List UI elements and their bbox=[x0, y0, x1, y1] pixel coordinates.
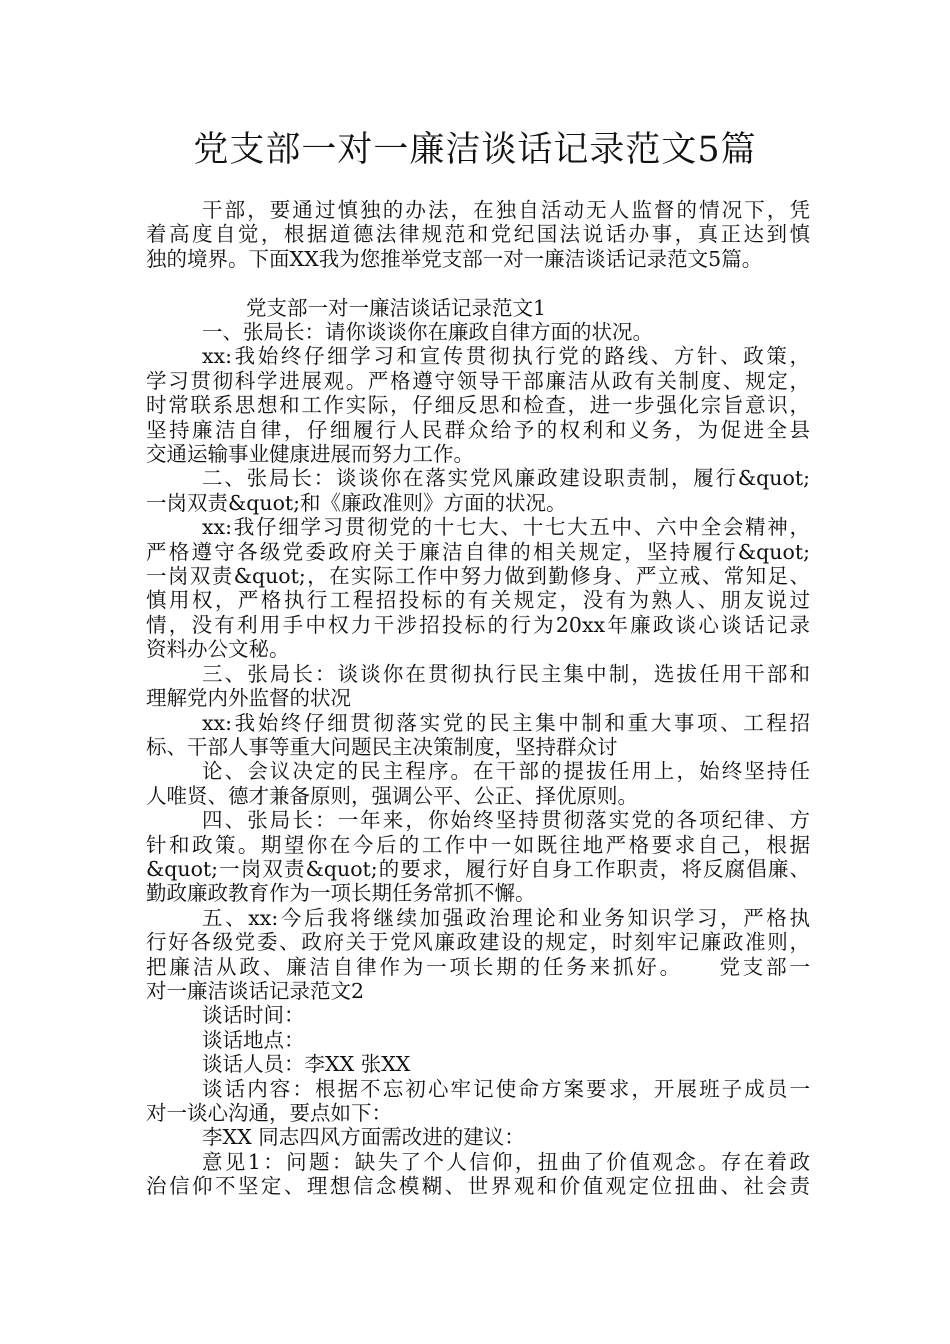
paragraph-line: 一岗双责&quot;，在实际工作中努力做到勤修身、严立戒、常知足、 bbox=[146, 564, 810, 589]
paragraph-line: 针和政策。期望你在今后的工作中一如既往地严格要求自己，根据 bbox=[146, 832, 810, 857]
paragraph-line: xx:我始终仔细贯彻落实党的民主集中制和重大事项、工程招 bbox=[202, 710, 810, 735]
paragraph-line: 二、张局长：谈谈你在落实党风廉政建设职责制，履行&quot; bbox=[202, 466, 810, 491]
paragraph-line: 党支部一对一廉洁谈话记录范文1 bbox=[246, 295, 547, 320]
paragraph-line: 行好各级党委、政府关于党风廉政建设的规定，时刻牢记廉政准则， bbox=[146, 930, 810, 955]
paragraph-line: 独的境界。下面XX我为您推举党支部一对一廉洁谈话记录范文5篇。 bbox=[146, 246, 763, 271]
paragraph-line: 资料办公文秘。 bbox=[146, 637, 290, 662]
paragraph-line: 对一廉洁谈话记录范文2 bbox=[146, 978, 365, 1003]
paragraph-line: 干部，要通过慎独的办法，在独自活动无人监督的情况下，凭 bbox=[202, 198, 810, 222]
paragraph-line: 四、张局长：一年来，你始终坚持贯彻落实党的各项纪律、方 bbox=[202, 808, 810, 833]
paragraph-line: 慎用权，严格执行工程招投标的有关规定，没有为熟人、朋友说过 bbox=[146, 588, 810, 613]
paragraph-line: 治信仰不坚定、理想信念模糊、世界观和价值观定位扭曲、社会责 bbox=[146, 1174, 810, 1199]
paragraph-line: 李XX 同志四风方面需改进的建议： bbox=[202, 1125, 525, 1150]
paragraph-line: 勤政廉政教育作为一项长期任务常抓不懈。 bbox=[146, 881, 536, 906]
document-title: 党支部一对一廉洁谈话记录范文5篇 bbox=[193, 130, 757, 170]
paragraph-line: 五、xx:今后我将继续加强政治理论和业务知识学习，严格执 bbox=[202, 905, 810, 930]
paragraph-line: 一岗双责&quot;和《廉政准则》方面的状况。 bbox=[146, 490, 567, 515]
paragraph-line: 三、张局长：谈谈你在贯彻执行民主集中制，选拔任用干部和 bbox=[202, 661, 810, 686]
paragraph-line: 学习贯彻科学进展观。严格遵守领导干部廉洁从政有关制度、规定， bbox=[146, 368, 810, 393]
paragraph-line: 着高度自觉，根据道德法律规范和党纪国法说话办事，真正达到慎 bbox=[146, 222, 810, 247]
paragraph-line: 标、干部人事等重大问题民主决策制度，坚持群众讨 bbox=[146, 734, 618, 759]
blank-line bbox=[146, 271, 810, 295]
paragraph-line: 对一谈心沟通，要点如下： bbox=[146, 1101, 392, 1126]
paragraph-line: 人唯贤、德才兼备原则，强调公平、公正、择优原则。 bbox=[146, 783, 638, 808]
paragraph-line: 谈话内容：根据不忘初心牢记使命方案要求，开展班子成员一 bbox=[202, 1076, 810, 1101]
paragraph-line: 理解党内外监督的状况 bbox=[146, 686, 351, 711]
paragraph-line: 论、会议决定的民主程序。在干部的提拔任用上，始终坚持任 bbox=[202, 759, 810, 784]
document-body bbox=[146, 198, 810, 1199]
paragraph-line: 谈话地点： bbox=[202, 1027, 305, 1052]
paragraph-line: 把廉洁从政、廉洁自律作为一项长期的任务来抓好。 党支部一 bbox=[146, 954, 810, 979]
paragraph-line: &quot;一岗双责&quot;的要求，履行好自身工作职责，将反腐倡廉、 bbox=[146, 856, 810, 881]
paragraph-line: 时常联系思想和工作实际，仔细反思和检查，进一步强化宗旨意识， bbox=[146, 393, 810, 418]
paragraph-line: 坚持廉洁自律，仔细履行人民群众给予的权利和义务，为促进全县 bbox=[146, 417, 810, 442]
paragraph-line: 谈话时间： bbox=[202, 1003, 305, 1028]
paragraph-line: 意见1：问题：缺失了个人信仰，扭曲了价值观念。存在着政 bbox=[202, 1149, 810, 1174]
paragraph-line: xx:我始终仔细学习和宣传贯彻执行党的路线、方针、政策， bbox=[202, 344, 810, 369]
paragraph-line: 交通运输事业健康进展而努力工作。 bbox=[146, 442, 474, 467]
paragraph-line: 一、张局长：请你谈谈你在廉政自律方面的状况。 bbox=[202, 320, 653, 345]
paragraph-line: 谈话人员：李XX 张XX bbox=[202, 1052, 411, 1077]
paragraph-line: 严格遵守各级党委政府关于廉洁自律的相关规定，坚持履行&quot; bbox=[146, 539, 810, 564]
paragraph-line: 情，没有利用手中权力干涉招投标的行为20xx年廉政谈心谈话记录 bbox=[146, 612, 810, 637]
paragraph-line: xx:我仔细学习贯彻党的十七大、十七大五中、六中全会精神， bbox=[202, 515, 810, 540]
